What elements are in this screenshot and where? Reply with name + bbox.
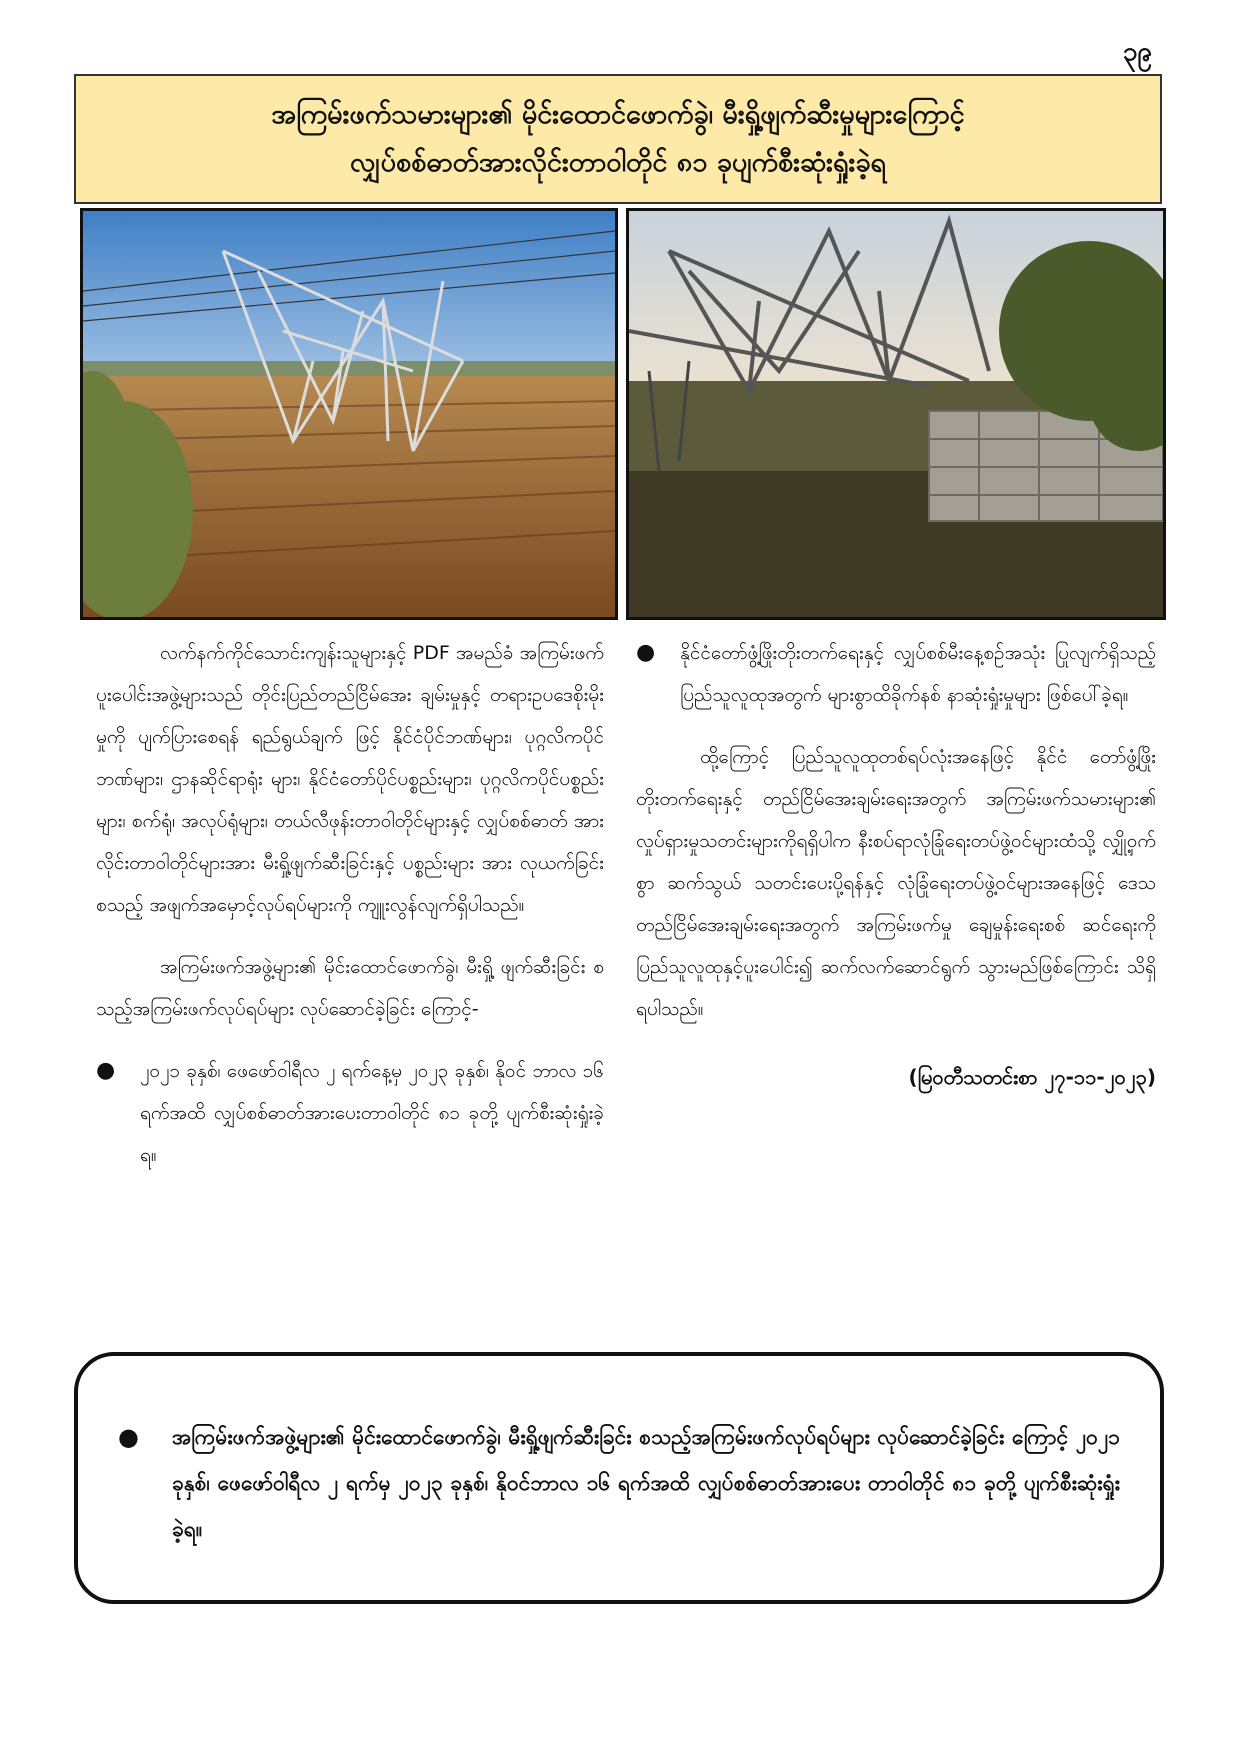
bullet-item-towers-damaged: [96, 1050, 604, 1176]
damaged-tower-wall-photo: [626, 208, 1166, 620]
headline-line-2: လျှပ်စစ်ဓာတ်အားလိုင်းတာဝါတိုင် ၈၁ ခုပျက်စီးဆုံးရှုံးခဲ့ရ: [349, 147, 887, 178]
bullet-item-public-impact: [636, 632, 1156, 716]
left-column: [96, 632, 604, 1196]
tower-wall-illustration: [629, 211, 1163, 617]
headline-box: [74, 74, 1162, 204]
appeal-paragraph: ထို့ကြောင့် ပြည်သူလူထုတစ်ရပ်လုံးအနေဖြင့် နိုင်ငံ တော်ဖွံ့ဖြိုးတိုးတက်ရေးနှင့် တည်ငြိမ်အေးချမ်းရေးအတွက် အကြမ်းဖက်သမားများ၏ လှုပ်ရှားမှုသတင်းများကိုရရှိပါက နီးစပ်ရာလုံခြုံရေးတပ်ဖွဲ့ဝင်များထံသို့ လျှို့ဝှက်စွာ ဆက်သွယ် သတင်းပေးပို့ရန်နှင့် လုံခြုံရေးတပ်ဖွဲ့ဝင်များအနေဖြင့် ဒေသ တည်ငြိမ်အေးချမ်းရေးအတွက် အကြမ်းဖက်မှု ချေမှုန်းရေးစစ် ဆင်ရေးကို ပြည်သူလူထုနှင့်ပူးပေါင်း၍ ဆက်လက်ဆောင်ရွက် သွားမည်ဖြစ်ကြောင်း သိရှိရပါသည်။: [636, 746, 1156, 1020]
bullet-icon: ●: [96, 1058, 116, 1083]
right-column: [636, 632, 1156, 1098]
headline-line-1: အကြမ်းဖက်သမားများ၏ မိုင်းထောင်ဖောက်ခွဲ၊ မီးရှို့ဖျက်ဆီးမှုများကြောင့်: [271, 99, 965, 130]
source-citation: (မြဝတီသတင်းစာ ၂၇-၁၁-၂၀၂၃): [908, 1065, 1156, 1089]
cause-paragraph: အကြမ်းဖက်အဖွဲ့များ၏ မိုင်းထောင်ဖောက်ခွဲ၊ မီးရှို့ ဖျက်ဆီးခြင်း စသည့်အကြမ်းဖက်လုပ်ရပ်များ လုပ်ဆောင်ခဲ့ခြင်း ကြောင့်-: [96, 956, 604, 1020]
intro-paragraph: လက်နက်ကိုင်သောင်းကျန်းသူများနှင့် PDF အမည်ခံ အကြမ်းဖက်ပူးပေါင်းအဖွဲ့များသည် တိုင်းပြည်တည်ငြိမ်အေး ချမ်းမှုနှင့် တရားဥပဒေစိုးမိုးမှုကို ပျက်ပြားစေရန် ရည်ရွယ်ချက် ဖြင့် နိုင်ငံပိုင်ဘဏ်များ၊ ပုဂ္ဂလိကပိုင်ဘဏ်များ၊ ဌာနဆိုင်ရာရုံး များ၊ နိုင်ငံတော်ပိုင်ပစ္စည်းများ၊ ပုဂ္ဂလိကပိုင်ပစ္စည်းများ၊ စက်ရုံ၊ အလုပ်ရုံများ၊ တယ်လီဖုန်းတာဝါတိုင်များနှင့် လျှပ်စစ်ဓာတ် အားလိုင်းတာဝါတိုင်များအား မီးရှို့ဖျက်ဆီးခြင်းနှင့် ပစ္စည်းများ အား လုယက်ခြင်းစသည့် အဖျက်အမှောင့်လုပ်ရပ်များကို ကျူးလွန်လျက်ရှိပါသည်။: [96, 642, 604, 916]
tower-field-illustration: [83, 211, 615, 617]
bullet-icon: ●: [636, 640, 656, 665]
summary-bullet: [118, 1414, 1120, 1552]
summary-text: အကြမ်းဖက်အဖွဲ့များ၏ မိုင်းထောင်ဖောက်ခွဲ၊ မီးရှို့ဖျက်ဆီးခြင်း စသည့်အကြမ်းဖက်လုပ်ရပ်များ လုပ်ဆောင်ခဲ့ခြင်း ကြောင့် ၂၀၂၁ ခုနှစ်၊ ဖေဖော်ဝါရီလ ၂ ရက်မှ ၂၀၂၃ ခုနှစ်၊ နိုဝင်ဘာလ ၁၆ ရက်အထိ လျှပ်စစ်ဓာတ်အားပေး တာဝါတိုင် ၈၁ ခုတို့ ပျက်စီးဆုံးရှုံးခဲ့ရ။: [172, 1425, 1120, 1541]
bullet-text: နိုင်ငံတော်ဖွံ့ဖြိုးတိုးတက်ရေးနှင့် လျှပ်စစ်မီးနေ့စဉ်အသုံး ပြုလျက်ရှိသည့် ပြည်သူလူထုအတွက် များစွာထိခိုက်နစ် နာဆုံးရှုံးမှုများ ဖြစ်ပေါ်ခဲ့ရ။: [680, 642, 1156, 706]
page-number: ၃၉: [1122, 37, 1152, 67]
bullet-text: ၂၀၂၁ ခုနှစ်၊ ဖေဖော်ဝါရီလ ၂ ရက်နေ့မှ ၂၀၂၃ ခုနှစ်၊ နိုဝင် ဘာလ ၁၆ ရက်အထိ လျှပ်စစ်ဓာတ်အားပေးတာဝါတိုင် ၈၁ ခုတို့ ပျက်စီးဆုံးရှုံးခဲ့ရ။: [140, 1060, 604, 1166]
summary-box: [74, 1352, 1164, 1604]
bullet-icon: ●: [118, 1423, 139, 1451]
damaged-tower-field-photo: [80, 208, 618, 620]
